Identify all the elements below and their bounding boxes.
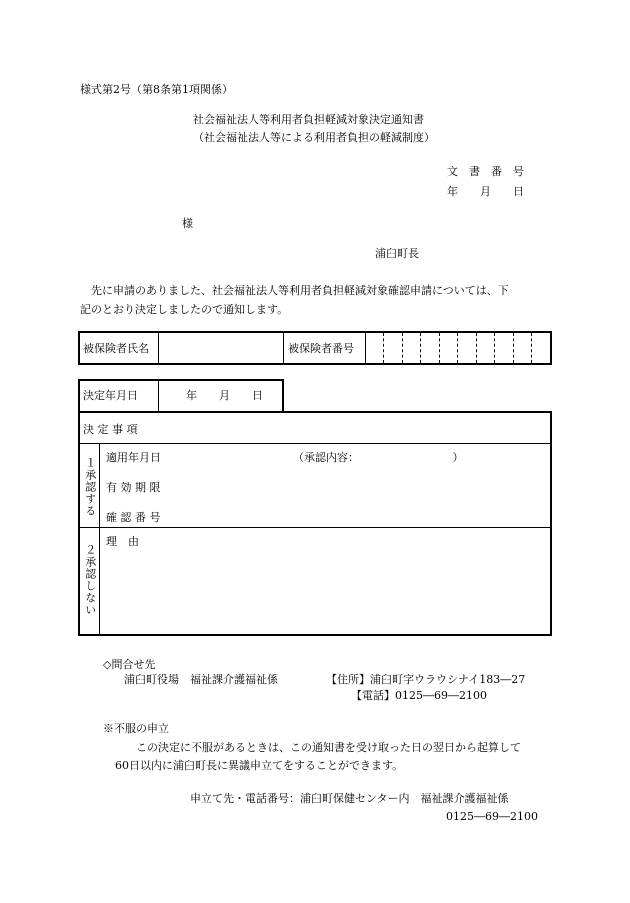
decision-table bbox=[78, 379, 552, 636]
addressee-suffix: 様 bbox=[182, 217, 193, 230]
contact-heading: ◇問合せ先 bbox=[103, 658, 156, 671]
contact-phone: 【電話】0125―69―2100 bbox=[351, 689, 487, 702]
document-title: 社会福祉法人等利用者負担軽減対象決定通知書 bbox=[193, 113, 424, 126]
insured-number-label: 被保険者番号 bbox=[288, 342, 354, 355]
reject-option-label: ２承認しない bbox=[83, 544, 97, 616]
reason-field[interactable] bbox=[101, 551, 549, 633]
contact-address: 【住所】浦臼町字ウラウシナイ183―27 bbox=[326, 673, 526, 686]
document-subtitle: （社会福祉法人等による利用者負担の軽減制度） bbox=[193, 131, 435, 144]
appeal-destination-phone: 0125―69―2100 bbox=[446, 810, 538, 823]
apply-date-label: 適用年月日 bbox=[106, 451, 161, 464]
insured-name-field[interactable] bbox=[160, 333, 282, 363]
form-number-label: 様式第2号（第8条第1項関係） bbox=[80, 83, 233, 96]
approve-option-label: １承認する bbox=[83, 457, 97, 517]
body-text-line2: 記のとおり決定しましたので通知します。 bbox=[80, 303, 289, 316]
approval-content-label: （承認内容： ） bbox=[293, 451, 464, 464]
appeal-destination: 申立て先・電話番号：浦臼町保健センター内 福祉課介護福祉係 bbox=[190, 792, 509, 805]
insured-person-table bbox=[78, 331, 552, 365]
decision-date-label: 決定年月日 bbox=[83, 389, 138, 402]
issuer-name: 浦臼町長 bbox=[375, 247, 419, 260]
document-number-label: 文 書 番 号 bbox=[447, 165, 524, 178]
reason-label: 理 由 bbox=[106, 535, 139, 548]
contact-office: 浦臼町役場 福祉課介護福祉係 bbox=[124, 673, 278, 686]
insured-name-label: 被保険者氏名 bbox=[83, 342, 149, 355]
body-text-line1: 先に申請のありました、社会福祉法人等利用者負担軽減対象確認申請については、下 bbox=[91, 284, 509, 297]
decision-date-value[interactable]: 年 月 日 bbox=[186, 389, 263, 402]
document-date-label: 年 月 日 bbox=[447, 185, 524, 198]
insured-number-field[interactable] bbox=[367, 333, 550, 363]
confirmation-number-label: 確 認 番 号 bbox=[106, 511, 161, 524]
decision-items-label: 決 定 事 項 bbox=[83, 423, 138, 436]
validity-period-label: 有 効 期 限 bbox=[106, 481, 161, 494]
appeal-heading: ※不服の申立 bbox=[103, 722, 169, 735]
appeal-text-line2: 60日以内に浦臼町長に異議申立てをすることができます。 bbox=[115, 759, 404, 772]
appeal-text-line1: この決定に不服があるときは、この通知書を受け取った日の翌日から起算して bbox=[136, 741, 521, 754]
